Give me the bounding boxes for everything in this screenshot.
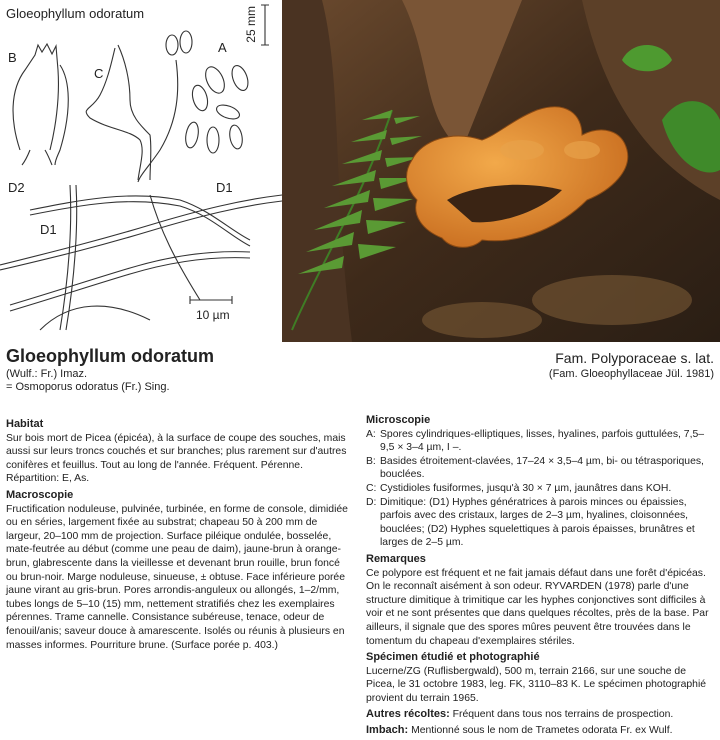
specimen-text: Lucerne/ZG (Ruflisbergwald), 500 m, terrain 2166, sur une souche de Picea, le 31 octobre 1983, leg. FK, 3110–83 K. Le spécimen photographié provient du terrain 1965.: [366, 665, 707, 704]
item-key: A:: [366, 428, 376, 440]
imbach-text: Mentionné sous le nom de Trametes odorata Fr. ex Wulf.: [411, 725, 673, 737]
other-collections-label: Autres récoltes:: [366, 708, 450, 721]
item-text: Cystidioles fusiformes, jusqu'à 30 × 7 µm, jaunâtres dans KOH.: [380, 482, 672, 494]
other-collections: [366, 708, 716, 722]
macroscopy-heading: Macroscopie: [6, 488, 74, 501]
habitat-heading: Habitat: [6, 418, 44, 430]
imbach-note: [366, 724, 716, 738]
label-d2: D2: [8, 180, 25, 195]
label-c: C: [94, 66, 104, 81]
author-citation: (Wulf.: Fr.) Imaz.: [6, 368, 88, 380]
item-text: Dimitique: (D1) Hyphes génératrices à parois minces ou épaissies, parfois avec des cristaux, larges de 2–3 µm, hyalines, cloisonnées, bouclées; (D2) Hyphes squelettiques à parois épaisses, brunâtres et larges de 2–5 µm.: [380, 496, 695, 549]
label-a: A: [218, 40, 227, 55]
item-key: D:: [366, 496, 377, 508]
item-text: Basides étroitement-clavées, 17–24 × 3,5–4 µm, bi- ou tétrasporiques, bouclées.: [380, 455, 704, 481]
list-item: [366, 455, 716, 482]
fungus-photo: [282, 0, 720, 342]
imbach-label: Imbach:: [366, 724, 409, 737]
microscopy-list: [366, 428, 716, 550]
photo-illustration: [282, 0, 720, 342]
habitat-text: Sur bois mort de Picea (épicéa), à la surface de coupe des souches, mais aussi sur leurs troncs couchés et sur branches; plus rarement sur d'autres conifères et feuillus. Tout au long de l'année. Fréquent. Pérenne. Répartition: E, As.: [6, 432, 347, 485]
remarks-text: Ce polypore est fréquent et ne fait jamais défaut dans une forêt d'épicéas. On le reconnaît aisément à son odeur. RYVARDEN (1978) parle d'une structure dimitique à trimitique car les hyphes conjonctives sont difficiles à voir et ne sont présentes que dans quelques récoltes, près de la base. Par ailleurs, il signale que des spores mûres peuvent être trouvées dans le tomentum du chapeau d'exemplaires stériles.: [366, 567, 709, 647]
right-column: [366, 414, 716, 740]
label-d1-left: D1: [40, 222, 57, 237]
microscopy-figure: [0, 0, 282, 340]
scale-bar-25mm: 25 mm: [244, 6, 258, 43]
family-name: Fam. Polyporaceae s. lat.: [555, 350, 714, 366]
label-d1-right: D1: [216, 180, 233, 195]
other-collections-text: Fréquent dans tous nos terrains de prospection.: [452, 709, 674, 721]
item-key: C:: [366, 482, 377, 494]
species-title: Gloeophyllum odoratum: [6, 346, 215, 366]
item-key: B:: [366, 455, 376, 467]
left-column: [6, 418, 348, 655]
macroscopy-text: Fructification noduleuse, pulvinée, turbinée, en forme de console, dimidiée ou en séries, largement fixée au substrat; chapeau 50 à 200 mm de largeur, 20–100 mm de projection. Surface piléique ondulée, bosselée, mate-feutrée au début (comme une peau de daim), jaune-brun à orange-brun, glabrescente dans la vieillesse et devenant brun rouille, brun foncé ou brun-noir. Marge noduleuse, sinueuse, ± obtuse. Face inférieure porée jaune virant au gris-brun. Pores arrondis-anguleux ou allongés, 1–2/mm, tubes longs de 5–10 (15) mm, nettement stratifiés chez les exemplaires pérennes. Trame cannelle. Consistance subéreuse, tenace, odeur de fenouil/anis; saveur douce à amarescente. Isolés ou réunis à plusieurs en masses informes. Pourriture brune. (Surface porée p. 403.): [6, 503, 348, 651]
scale-bar-10um: 10 µm: [196, 308, 230, 322]
item-text: Spores cylindriques-elliptiques, lisses, hyalines, parfois guttulées, 7,5–9,5 × 3–4 µm, I –.: [380, 428, 705, 454]
figure-title: Gloeophyllum odoratum: [6, 6, 145, 21]
family-subtitle: (Fam. Gloeophyllaceae Jül. 1981): [548, 368, 714, 380]
list-item: [366, 496, 716, 550]
list-item: [366, 428, 716, 455]
microscopy-heading: Microscopie: [366, 414, 431, 426]
microscopy-drawing: [0, 0, 282, 340]
remarks-heading: Remarques: [366, 552, 426, 565]
list-item: [366, 482, 716, 496]
specimen-heading: Spécimen étudié et photographié: [366, 651, 540, 664]
synonym: = Osmoporus odoratus (Fr.) Sing.: [6, 381, 170, 393]
label-b: B: [8, 50, 17, 65]
